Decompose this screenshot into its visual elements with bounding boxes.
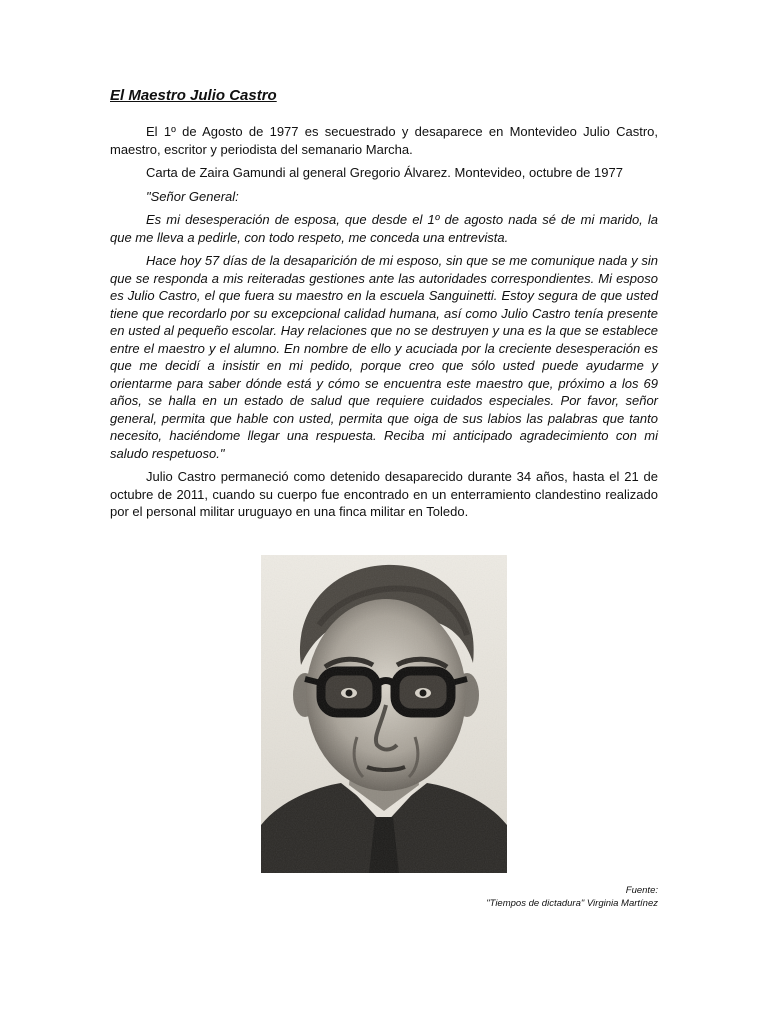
document-body (110, 86, 658, 527)
photo-caption (486, 884, 658, 910)
letter-salutation: "Señor General: (146, 188, 239, 204)
document-title: El Maestro Julio Castro (110, 87, 277, 104)
portrait-image (261, 555, 507, 873)
letter-paragraph-1: Es mi desesperación de esposa, que desde el 1º de agosto nada sé de mi marido, la que me lleva a pedirle, con todo respeto, me conceda una entrevista. (110, 212, 658, 245)
intro-paragraph: El 1º de Agosto de 1977 es secuestrado y desaparece en Montevideo Julio Castro, maestro, escritor y periodista del semanario Marcha. (110, 124, 658, 157)
closing-paragraph: Julio Castro permaneció como detenido desaparecido durante 34 años, hasta el 21 de octubre de 2011, cuando su cuerpo fue encontrado en un enterramiento clandestino realizado por el personal militar uruguayo en una finca militar en Toledo. (110, 469, 658, 519)
caption-source-label: Fuente: (625, 885, 658, 896)
caption-source-text: "Tiempos de dictadura" Virginia Martínez (486, 898, 658, 909)
letter-heading-paragraph: Carta de Zaira Gamundi al general Gregorio Álvarez. Montevideo, octubre de 1977 (146, 165, 623, 180)
portrait-photo (261, 555, 507, 873)
letter-paragraph-2: Hace hoy 57 días de la desaparición de mi esposo, sin que se me comunique nada y sin que se responda a mis reiteradas gestiones ante las autoridades correspondientes. Mi esposo es Julio Castro, el que fuera su maestro en la escuela Sanguinetti. Estoy segura de que usted tiene que recordarlo por su excepcional calidad humana, así como Julio Castro tenía presente en usted al pequeño escolar. Hay relaciones que no se destruyen y una es la que se establece entre el maestro y el alumno. En nombre de ello y acuciada por la creciente desesperación es que me decidí a insistir en mi pedido, porque creo que sólo usted puede ayudarme y orientarme para saber dónde está y cómo se encuentra este maestro que, próximo a los 69 años, se halla en un estado de salud que requiere cuidados especiales. Por favor, señor general, permita que hable con usted, permita que oiga de sus labios las palabras que tanto necesito, haciéndome llegar una respuesta. Reciba mi anticipado agradecimiento con mi saludo respetuoso." (110, 253, 658, 461)
